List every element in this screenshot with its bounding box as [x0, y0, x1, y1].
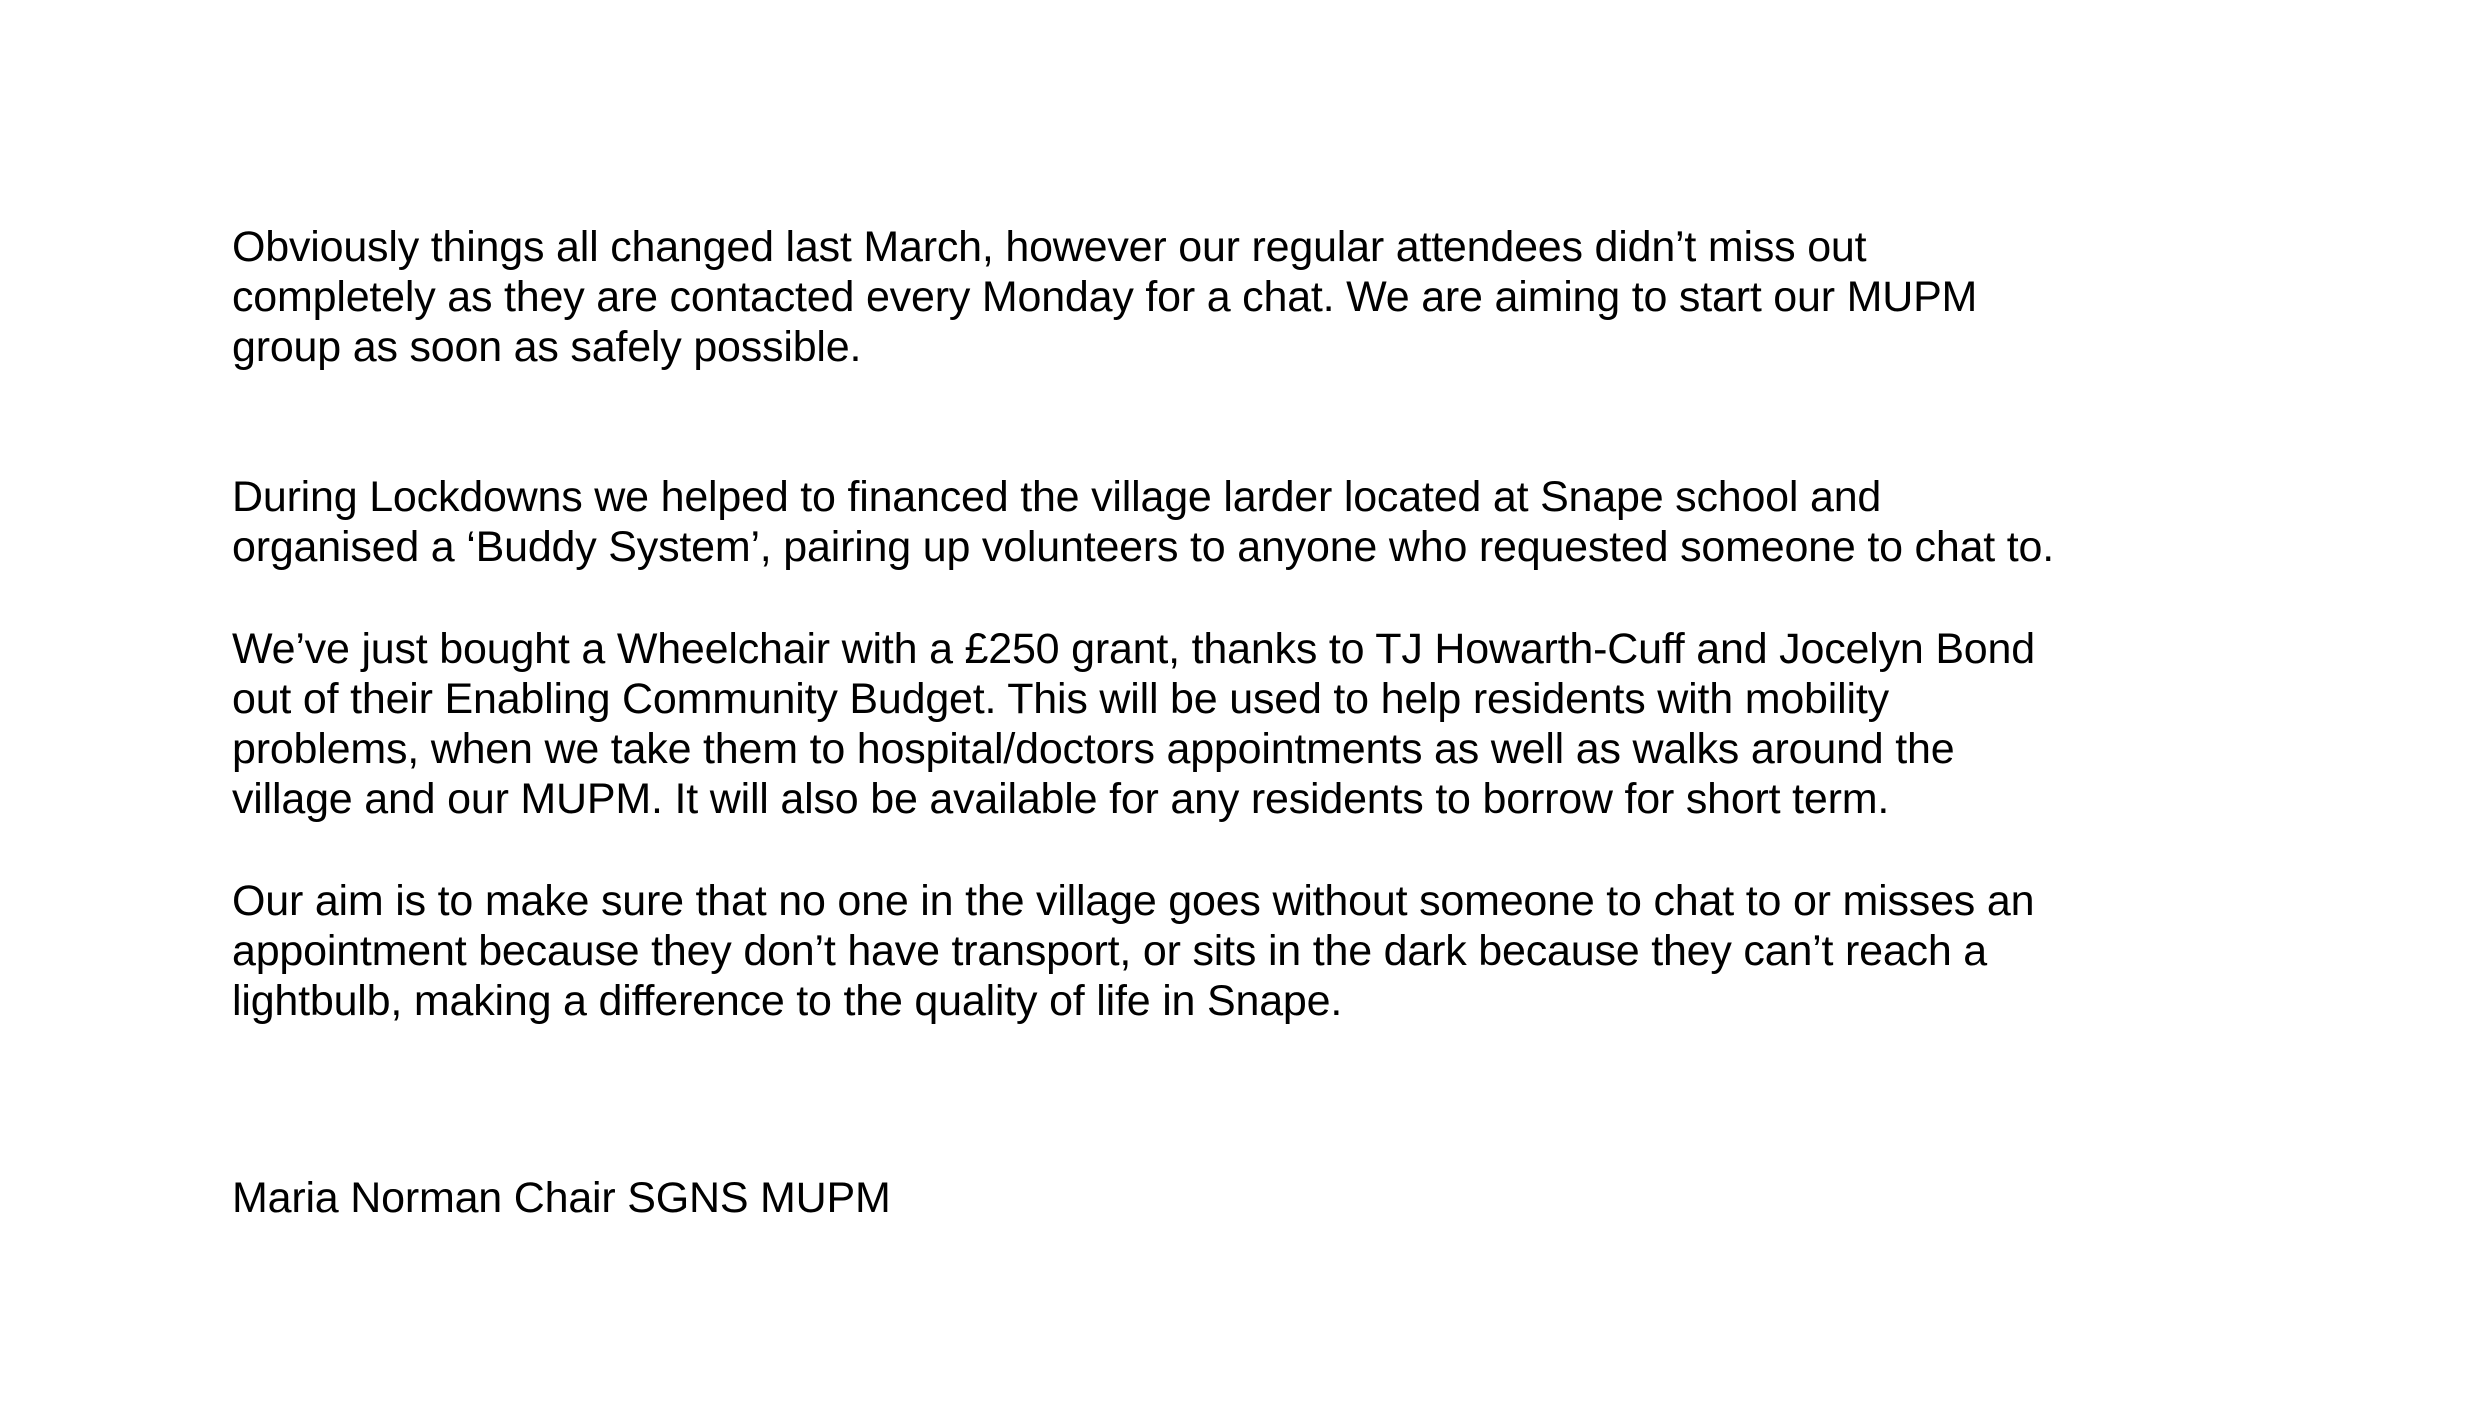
paragraph-lockdown-changes: [232, 222, 1977, 372]
text-line: organised a ‘Buddy System’, pairing up volunteers to anyone who requested someone to chat to.: [232, 523, 2054, 571]
text-line: out of their Enabling Community Budget. This will be used to help residents with mobility: [232, 675, 1889, 723]
text-line: appointment because they don’t have transport, or sits in the dark because they can’t reach a: [232, 927, 1988, 975]
paragraph-wheelchair: [232, 624, 2035, 824]
text-line: completely as they are contacted every Monday for a chat. We are aiming to start our MUPM: [232, 273, 1978, 321]
signature-line: Maria Norman Chair SGNS MUPM: [232, 1174, 891, 1222]
paragraph-aim: [232, 876, 2034, 1026]
text-line: We’ve just bought a Wheelchair with a £250 grant, thanks to TJ Howarth-Cuff and Jocelyn Bond: [232, 625, 2035, 673]
text-line: village and our MUPM. It will also be available for any residents to borrow for short term.: [232, 775, 1890, 823]
text-line: problems, when we take them to hospital/doctors appointments as well as walks around the: [232, 725, 1955, 773]
text-line: Our aim is to make sure that no one in the village goes without someone to chat to or misses an: [232, 877, 2035, 925]
text-line: During Lockdowns we helped to financed the village larder located at Snape school and: [232, 473, 1882, 521]
text-line: lightbulb, making a difference to the quality of life in Snape.: [232, 977, 1343, 1025]
text-line: group as soon as safely possible.: [232, 323, 862, 371]
text-line: Obviously things all changed last March, however our regular attendees didn’t miss out: [232, 223, 1867, 271]
paragraph-lockdown-help: [232, 472, 2054, 572]
